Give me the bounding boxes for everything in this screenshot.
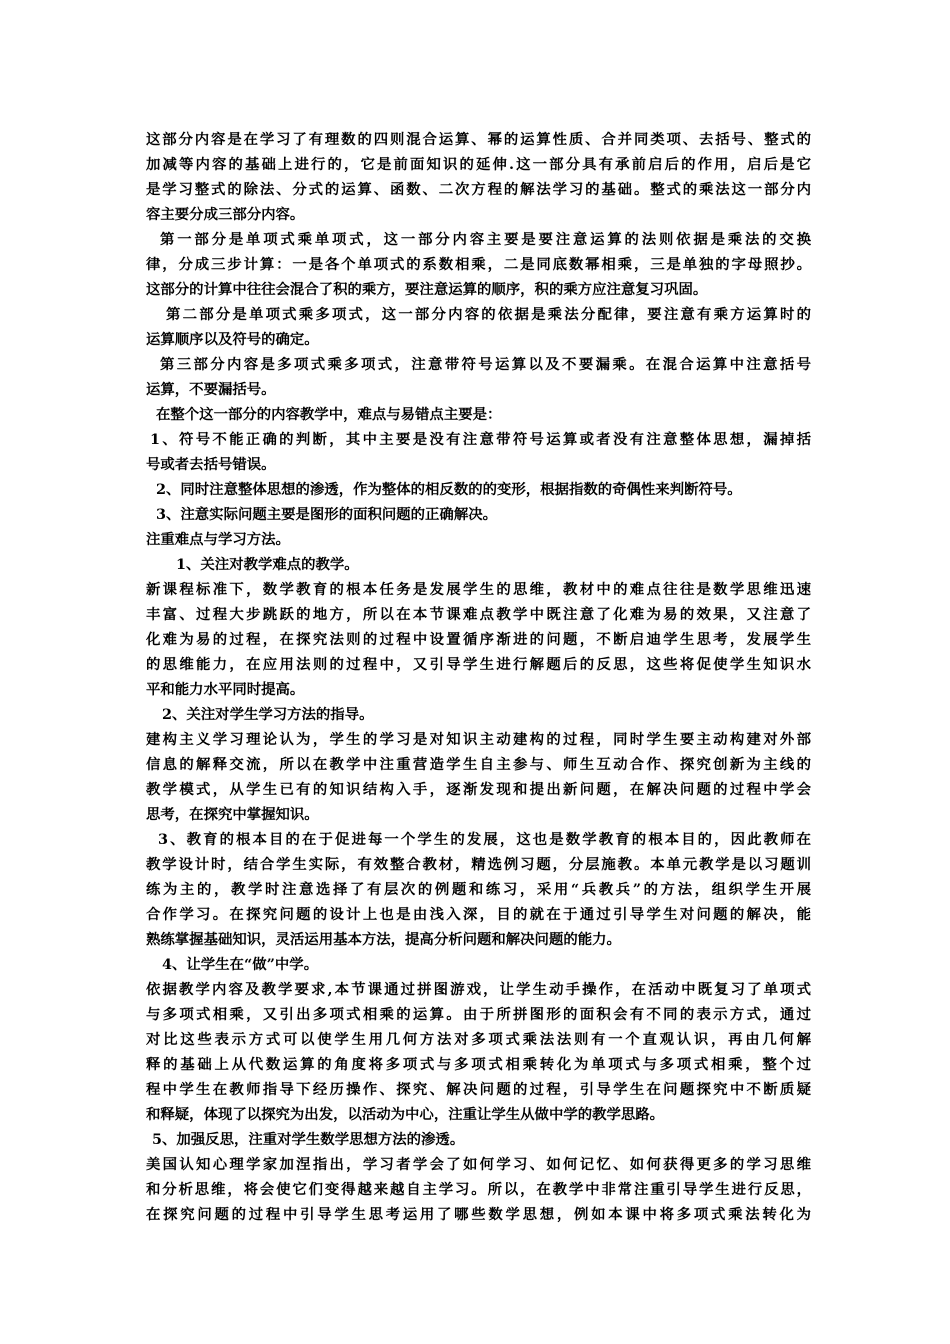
text-line: 第一部分是单项式乘单项式，这一部分内容主要是要注意运算的法则依据是乘法的交换 (160, 231, 811, 248)
text-line: 新课程标准下，数学教育的根本任务是发展学生的思维，教材中的难点往往是数学思维迅速 (146, 581, 811, 598)
text-line: 1、符号不能正确的判断，其中主要是没有注意带符号运算或者没有注意整体思想，漏掉括 (150, 431, 811, 448)
document-page (146, 127, 811, 1227)
text-line: 是学习整式的除法、分式的运算、函数、二次方程的解法学习的基础。整式的乘法这一部分内 (146, 181, 811, 198)
text-line: 依据教学内容及教学要求,本节课通过拼图游戏，让学生动手操作，在活动中既复习了单项式 (146, 981, 811, 998)
text-line: 律，分成三步计算：一是各个单项式的系数相乘，二是同底数幂相乘，三是单独的字母照抄。 (146, 256, 811, 273)
text-line: 5、加强反思，注重对学生数学思想方法的渗透。 (152, 1131, 465, 1148)
text-line: 合作学习。在探究问题的设计上也是由浅入深，目的就在于通过引导学生对问题的解决，能 (146, 906, 811, 923)
text-line: 练为主的，教学时注意选择了有层次的例题和练习，采用“兵教兵”的方法，组织学生开展 (146, 881, 811, 898)
text-line: 美国认知心理学家加涅指出，学习者学会了如何学习、如何记忆、如何获得更多的学习思维 (146, 1156, 811, 1173)
text-line: 加减等内容的基础上进行的，它是前面知识的延伸.这一部分具有承前启后的作用，启后是它 (146, 156, 811, 173)
text-line: 化难为易的过程，在探究法则的过程中设置循序渐进的问题，不断启迪学生思考，发展学生 (146, 631, 811, 648)
text-line: 教学模式，从学生已有的知识结构入手，逐渐发现和提出新问题，在解决问题的过程中学会 (146, 781, 811, 798)
text-line: 对比这些表示方式可以使学生用几何方法对多项式乘法法则有一个直观认识，再由几何解 (146, 1031, 811, 1048)
text-line: 释的基础上从代数运算的角度将多项式与多项式相乘转化为单项式与多项式相乘，整个过 (146, 1056, 811, 1073)
text-line: 思考，在探究中掌握知识。 (146, 806, 319, 823)
text-line: 2、关注对学生学习方法的指导。 (162, 706, 374, 723)
text-line: 在探究问题的过程中引导学生思考运用了哪些数学思想，例如本课中将多项式乘法转化为 (146, 1206, 811, 1223)
text-line: 号或者去括号错误。 (146, 456, 276, 473)
text-line: 3、注意实际问题主要是图形的面积问题的正确解决。 (156, 506, 497, 523)
text-line: 丰富、过程大步跳跃的地方，所以在本节课难点教学中既注意了化难为易的效果，又注意了 (146, 606, 811, 623)
text-line: 的思维能力，在应用法则的过程中，又引导学生进行解题后的反思，这些将促使学生知识水 (146, 656, 811, 673)
text-line: 2、同时注意整体思想的渗透，作为整体的相反数的的变形，根据指数的奇偶性来判断符号。 (156, 481, 742, 498)
text-line: 程中学生在教师指导下经历操作、探究、解决问题的过程，引导学生在问题探究中不断质疑 (146, 1081, 811, 1098)
text-line: 建构主义学习理论认为，学生的学习是对知识主动建构的过程，同时学生要主动构建对外部 (146, 731, 811, 748)
text-line: 运算，不要漏括号。 (146, 381, 276, 398)
text-line: 平和能力水平同时提高。 (146, 681, 305, 698)
text-line: 信息的解释交流，所以在教学中注重营造学生自主参与、师生互动合作、探究创新为主线的 (146, 756, 811, 773)
text-line: 容主要分成三部分内容。 (146, 206, 305, 223)
text-line: 和释疑，体现了以探究为出发，以活动为中心，注重让学生从做中学的教学思路。 (146, 1106, 665, 1123)
text-line: 1、关注对教学难点的教学。 (176, 556, 359, 573)
text-line: 和分析思维，将会使它们变得越来越自主学习。所以，在教学中非常注重引导学生进行反思， (146, 1181, 811, 1198)
text-line: 第二部分是单项式乘多项式，这一部分内容的依据是乘法分配律，要注意有乘方运算时的 (166, 306, 811, 323)
text-line: 这部分内容是在学习了有理数的四则混合运算、幂的运算性质、合并同类项、去括号、整式的 (146, 131, 811, 148)
text-line: 这部分的计算中往往会混合了积的乘方，要注意运算的顺序，积的乘方应注意复习巩固。 (146, 281, 708, 298)
text-line: 4、让学生在“做”中学。 (162, 956, 319, 973)
text-line: 运算顺序以及符号的确定。 (146, 331, 319, 348)
text-line: 教学设计时，结合学生实际，有效整合教材，精选例习题，分层施教。本单元教学是以习题训 (146, 856, 811, 873)
text-line: 注重难点与学习方法。 (146, 531, 290, 548)
text-line: 3、教育的根本目的在于促进每一个学生的发展，这也是数学教育的根本目的，因此教师在 (158, 831, 811, 848)
text-line: 与多项式相乘，又引出多项式相乘的运算。由于所拼图形的面积会有不同的表示方式，通过 (146, 1006, 811, 1023)
text-line: 第三部分内容是多项式乘多项式，注意带符号运算以及不要漏乘。在混合运算中注意括号 (160, 356, 811, 373)
text-line: 熟练掌握基础知识，灵活运用基本方法，提高分析问题和解决问题的能力。 (146, 931, 621, 948)
text-line: 在整个这一部分的内容教学中，难点与易错点主要是： (156, 406, 502, 423)
